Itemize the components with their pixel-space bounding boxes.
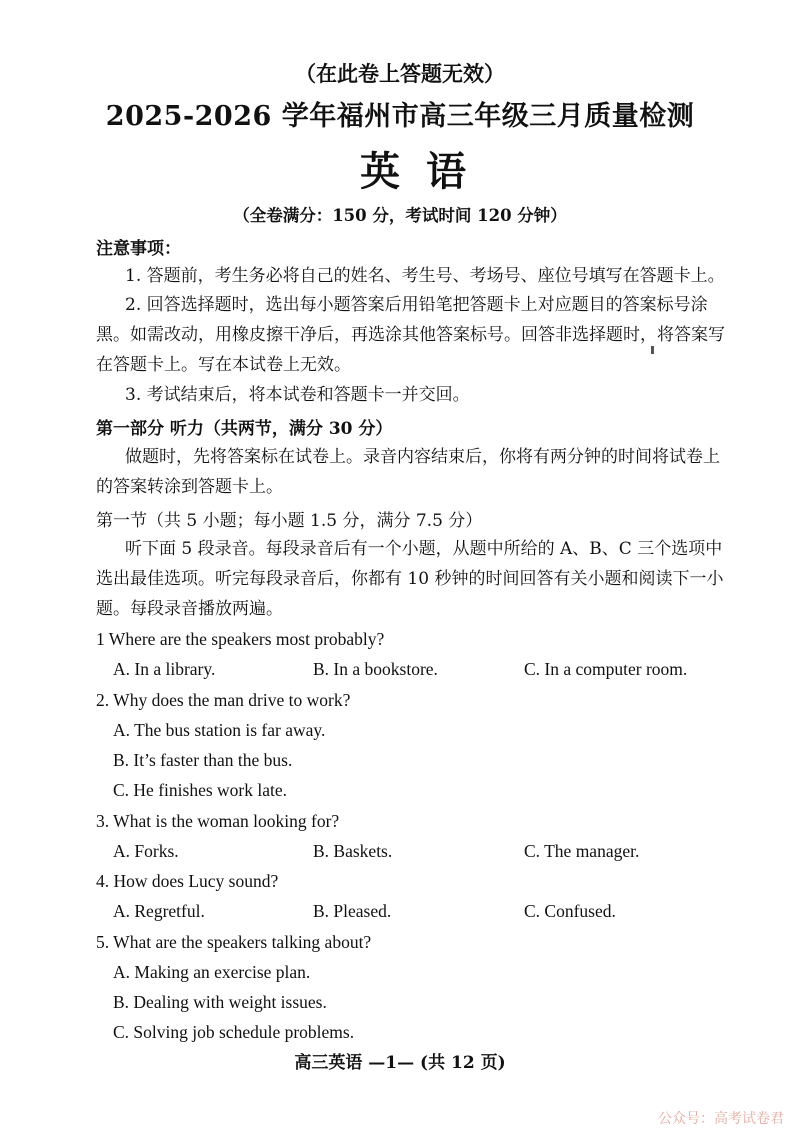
- option-b: B. Pleased.: [313, 901, 392, 921]
- option-c: C. The manager.: [524, 841, 640, 861]
- subject-title: 英语: [360, 148, 492, 195]
- section1-heading: 第一节（共 5 小题；每小题 1.5 分，满分 7.5 分）: [96, 511, 483, 531]
- watermark: 公众号：高考试卷君: [658, 1111, 784, 1127]
- notice-item-2: 2. 回答选择题时，选出每小题答案后用铅笔把答题卡上对应题目的答案标号涂黑。如需改动，用橡皮擦干净后，再选涂其他答案标号。回答非选择题时，将答案写在答题卡上。写在本试卷上无效。: [96, 295, 725, 375]
- notice-item-1: 1. 答题前，考生务必将自己的姓名、考生号、考场号、座位号填写在答题卡上。: [125, 266, 725, 286]
- option-b: B. Dealing with weight issues.: [113, 992, 327, 1012]
- option-a: A. Regretful.: [113, 901, 205, 921]
- part1-instruction: 做题时，先将答案标在试卷上。录音内容结束后，你将有两分钟的时间将试卷上的答案转涂到答题卡上。: [96, 447, 720, 497]
- section1-instruction: 听下面 5 段录音。每段录音后有一个小题，从题中所给的 A、B、C 三个选项中选出最佳选项。听完每段录音后，你都有 10 秒钟的时间回答有关小题和阅读下一小题。每段录音播放两遍。: [96, 539, 724, 619]
- option-c: C. In a computer room.: [524, 659, 688, 679]
- option-a: A. Forks.: [113, 841, 179, 861]
- exam-title: 2025-2026 学年福州市高三年级三月质量检测: [105, 101, 695, 132]
- notice-item-3: 3. 考试结束后，将本试卷和答题卡一并交回。: [125, 385, 470, 405]
- invalid-answer-note: （在此卷上答题无效）: [295, 61, 505, 86]
- option-a: A. The bus station is far away.: [113, 720, 326, 740]
- question-stem: 5. What are the speakers talking about?: [96, 932, 372, 952]
- page-footer: 高三英语 —1— (共 12 页): [294, 1053, 506, 1073]
- scan-speck: [651, 346, 654, 354]
- option-c: C. Confused.: [524, 901, 616, 921]
- question-stem: 1 Where are the speakers most probably?: [96, 629, 385, 649]
- question-stem: 2. Why does the man drive to work?: [96, 690, 351, 710]
- option-a: A. In a library.: [113, 659, 216, 679]
- part1-heading: 第一部分 听力（共两节，满分 30 分）: [96, 419, 393, 439]
- option-b: B. Baskets.: [313, 841, 393, 861]
- question-stem: 3. What is the woman looking for?: [96, 811, 340, 831]
- option-c: C. He finishes work late.: [113, 780, 287, 800]
- score-info: （全卷满分：150 分，考试时间 120 分钟）: [233, 206, 567, 225]
- option-b: B. It’s faster than the bus.: [113, 750, 293, 770]
- option-b: B. In a bookstore.: [313, 659, 438, 679]
- notice-heading: 注意事项：: [96, 239, 181, 259]
- option-c: C. Solving job schedule problems.: [113, 1022, 355, 1042]
- question-stem: 4. How does Lucy sound?: [96, 871, 279, 891]
- option-a: A. Making an exercise plan.: [113, 962, 311, 982]
